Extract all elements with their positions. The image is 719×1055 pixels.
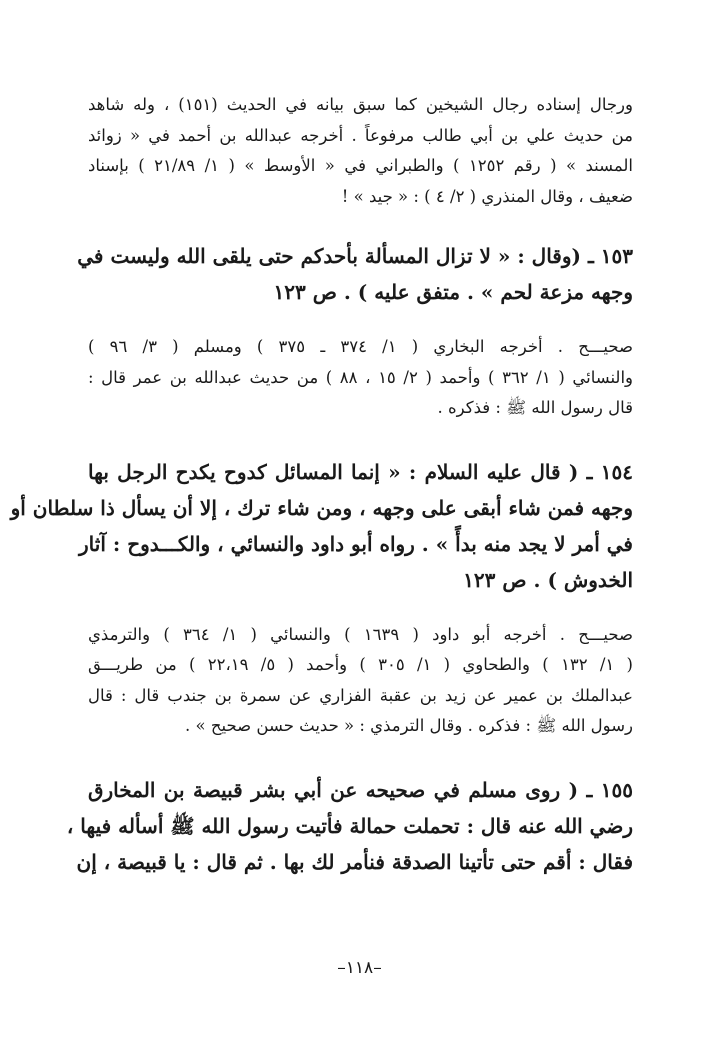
text-line: ورجال إسناده رجال الشيخين كما سبق بيانه في الحديث (١٥١) ، وله شاهد	[88, 95, 633, 114]
text-line: ( ١/ ١٣٢ ) والطحاوي ( ١/ ٣٠٥ ) وأحمد ( ٥/ ٢٢،١٩ ) من طريـــق	[88, 655, 633, 674]
text-line: فقال : أقم حتى تأتينا الصدقة فنأمر لك بها . ثم قال : يا قبيصة ، إن	[76, 849, 633, 874]
text-line: قال رسول الله ﷺ : فذكره .	[437, 398, 633, 417]
text-line: عبدالملك بن عمير عن زيد بن عقبة الفزاري عن سمرة بن جندب قال : قال	[88, 685, 633, 705]
commentary-151-continued	[88, 90, 633, 212]
hadith-153	[77, 238, 633, 310]
text-line: صحيـــح . أخرجه أبو داود ( ١٦٣٩ ) والنسائي ( ١/ ٣٦٤ ) والترمذي	[88, 624, 633, 644]
page-text	[10, 80, 634, 880]
text-line: الخدوش ) . ص ١٢٣	[463, 567, 633, 592]
text-line: ١٥٣ ـ (وقال : « لا تزال المسألة بأحدكم حتى يلقى الله وليست في	[77, 244, 633, 268]
text-line: وجهه فمن شاء أبقى على وجهه ، ومن شاء ترك ، إلا أن يسأل ذا سلطان أو	[10, 495, 633, 520]
text-line: رسول الله ﷺ : فذكره . وقال الترمذي : « حديث حسن صحيح » .	[185, 716, 633, 735]
text-line: ١٥٥ ـ ( روى مسلم في صحيحه عن أبي بشر قبيصة بن المخارق	[88, 777, 633, 802]
text-line: صحيـــح . أخرجه البخاري ( ١/ ٣٧٤ ـ ٣٧٥ ) ومسلم ( ٣/ ٩٦ )	[88, 337, 634, 356]
hadith-155	[66, 772, 633, 880]
text-line: ١٥٤ ـ ( قال عليه السلام : « إنما المسائل كدوح يكدح الرجل بها	[88, 459, 633, 484]
text-line: المسند » ( رقم ١٢٥٢ ) والطبراني في « الأوسط » ( ١/ ٢١/٨٩ ) بإسناد	[88, 156, 634, 175]
text-line: والنسائي ( ١/ ٣٦٢ ) وأحمد ( ٢/ ١٥ ، ٨٨ ) من حديث عبدالله بن عمر قال :	[88, 367, 634, 387]
commentary-154	[88, 620, 633, 742]
commentary-153	[88, 332, 633, 424]
text-line: رضي الله عنه قال : تحملت حمالة فأتيت رسول الله ﷺ أسأله فيها ،	[66, 813, 633, 838]
text-line: ضعيف ، وقال المنذري ( ٢/ ٤ ) : « جيد » !	[341, 186, 633, 206]
text-line: وجهه مزعة لحم » . متفق عليه ) . ص ١٢٣	[273, 280, 633, 304]
hadith-154	[10, 454, 633, 598]
text-line: من حديث علي بن أبي طالب مرفوعاً . أخرجه عبدالله بن أحمد في « زوائد	[88, 125, 633, 145]
text-line: في أمر لا يجد منه بدأً » . رواه أبو داود والنسائي ، والكـــدوح : آثار	[79, 531, 633, 556]
page-number: –١١٨–	[337, 958, 382, 978]
